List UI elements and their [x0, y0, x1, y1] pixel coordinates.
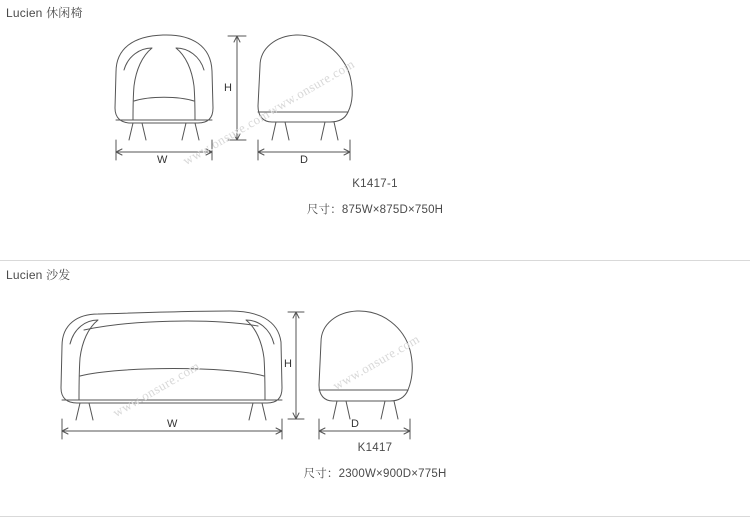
chair-front-leg-left [129, 123, 146, 140]
chair-front-leg-right [182, 123, 199, 140]
sofa-front-right-arm [246, 320, 274, 400]
chair-svg [0, 0, 750, 262]
sofa-side-leg-left [333, 401, 350, 419]
watermark-chair-1: www.onsure.com [180, 106, 273, 168]
chair-front-right-arm [176, 48, 204, 120]
sofa-dimensions: 尺寸：2300W×900D×775H [303, 468, 447, 480]
chair-side-leg-right [321, 122, 338, 140]
chair-front-left-arm [124, 48, 152, 120]
section-title-chair: Lucien 休闲椅 [6, 6, 83, 20]
sofa-height-mark: H [284, 358, 292, 370]
sofa-front-back-line [84, 321, 258, 330]
watermark-sofa-2: www.onsure.com [330, 331, 423, 393]
sofa-side-outline [319, 311, 412, 401]
product-section-sofa [0, 262, 750, 525]
sofa-depth-mark: D [351, 418, 359, 430]
sofa-svg [0, 262, 750, 525]
chair-depth-mark: D [300, 154, 308, 166]
sofa-side-leg-right [381, 401, 398, 419]
sofa-front-seat-line [80, 369, 264, 377]
sofa-model-code: K1417 [357, 442, 393, 454]
chair-dimensions: 尺寸：875W×875D×750H [306, 204, 444, 216]
sofa-front-leg-right [249, 403, 266, 420]
watermark-chair-2: www.onsure.com [265, 56, 358, 118]
sofa-width-mark: W [167, 418, 178, 430]
sofa-dim-depth [319, 419, 410, 439]
chair-drawings [0, 0, 750, 262]
chair-height-mark: H [224, 82, 232, 94]
sofa-drawings [0, 262, 750, 525]
chair-front-outline [115, 35, 213, 123]
chair-side-outline [258, 35, 352, 122]
sofa-front-leg-left [76, 403, 93, 420]
chair-side-leg-left [272, 122, 289, 140]
watermark-sofa-1: www.onsure.com [110, 358, 203, 420]
chair-width-mark: W [157, 154, 168, 166]
section-divider-top [0, 260, 750, 261]
section-title-sofa: Lucien 沙发 [6, 268, 71, 282]
sofa-front-left-arm [70, 320, 98, 400]
chair-model-code: K1417-1 [352, 178, 398, 190]
chair-front-seat-line [134, 97, 194, 101]
product-section-chair [0, 0, 750, 262]
section-divider-bottom [0, 516, 750, 517]
